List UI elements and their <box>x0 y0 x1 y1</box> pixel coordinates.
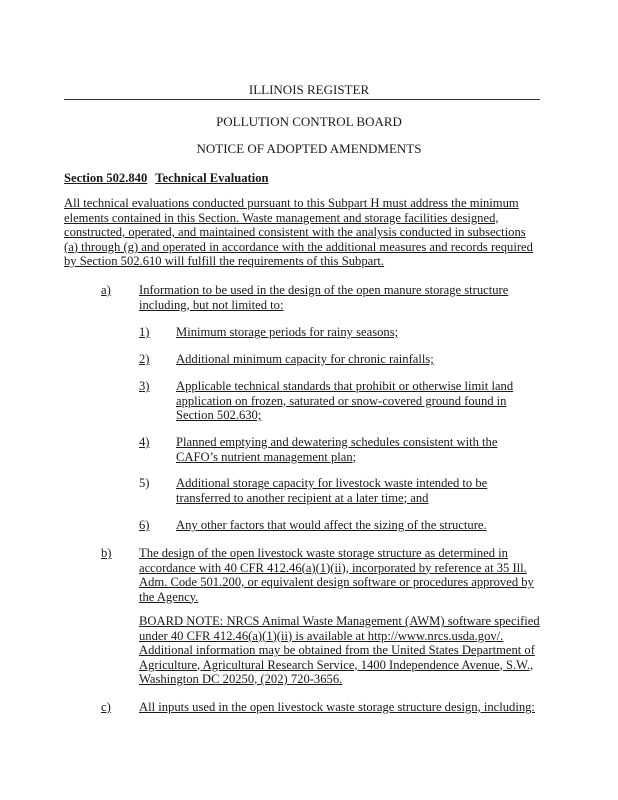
intro-paragraph: All technical evaluations conducted pursuant to this Subpart H must address the minimum elements contained in this Section. Waste management and storage facilities designed, constructed, operated, and maintained consistent with the analysis conducted in subsections (a) through (g) and operated in accordance with the additional measures and records required by Section 502.610 will fulfill the requirements of this Subpart. <box>64 196 533 268</box>
subitem-6-text: Any other factors that would affect the sizing of the structure. <box>176 518 487 532</box>
subitem-1-text: Minimum storage periods for rainy seasons; <box>176 325 399 339</box>
subitem-3-text: Applicable technical standards that prohibit or otherwise limit land application on frozen, saturated or snow-covered ground found in Section 502.630; <box>176 379 514 422</box>
section-title: Technical Evaluation <box>155 171 269 185</box>
section-heading <box>64 171 269 186</box>
register-title: ILLINOIS REGISTER <box>248 82 370 97</box>
item-c-marker: c) <box>101 700 111 714</box>
board-title: POLLUTION CONTROL BOARD <box>216 114 402 129</box>
item-a-marker: a) <box>101 283 111 297</box>
subitem-2-text: Additional minimum capacity for chronic rainfalls; <box>176 352 434 366</box>
board-note: BOARD NOTE: NRCS Animal Waste Management (AWM) software specified under 40 CFR 412.46(a)(1)(ii) is available at http://www.nrcs.usda.gov/. Additional information may be obtained from the United States Department of Agriculture, Agricultural Research Service, 1400 Independence Avenue, S.W., Washington DC 20250, (202) 720-3656. <box>139 614 540 686</box>
subitem-5-text: Additional storage capacity for livestock waste intended to be transferred to another recipient at a later time; and <box>176 476 488 505</box>
item-c-text: All inputs used in the open livestock waste storage structure design, including: <box>139 700 535 714</box>
notice-title: NOTICE OF ADOPTED AMENDMENTS <box>196 141 422 156</box>
header-divider <box>64 99 540 100</box>
item-b-text: The design of the open livestock waste storage structure as determined in accordance with 40 CFR 412.46(a)(1)(ii), incorporated by reference at 35 Ill. Adm. Code 501.200, or equivalent design software or procedures approved by the Agency. <box>139 546 534 604</box>
subitem-4-text: Planned emptying and dewatering schedules consistent with the CAFO’s nutrient management plan; <box>176 435 498 464</box>
section-number: Section 502.840 <box>64 171 148 185</box>
item-a-text: Information to be used in the design of the open manure storage structure including, but not limited to: <box>139 283 509 312</box>
subitem-6-marker: 6) <box>139 518 150 532</box>
subitem-4-marker: 4) <box>139 435 150 449</box>
subitem-1-marker: 1) <box>139 325 150 339</box>
subitem-3-marker: 3) <box>139 379 150 393</box>
subitem-2-marker: 2) <box>139 352 150 366</box>
subitem-5-marker: 5) <box>139 476 150 490</box>
item-b-marker: b) <box>101 546 112 560</box>
